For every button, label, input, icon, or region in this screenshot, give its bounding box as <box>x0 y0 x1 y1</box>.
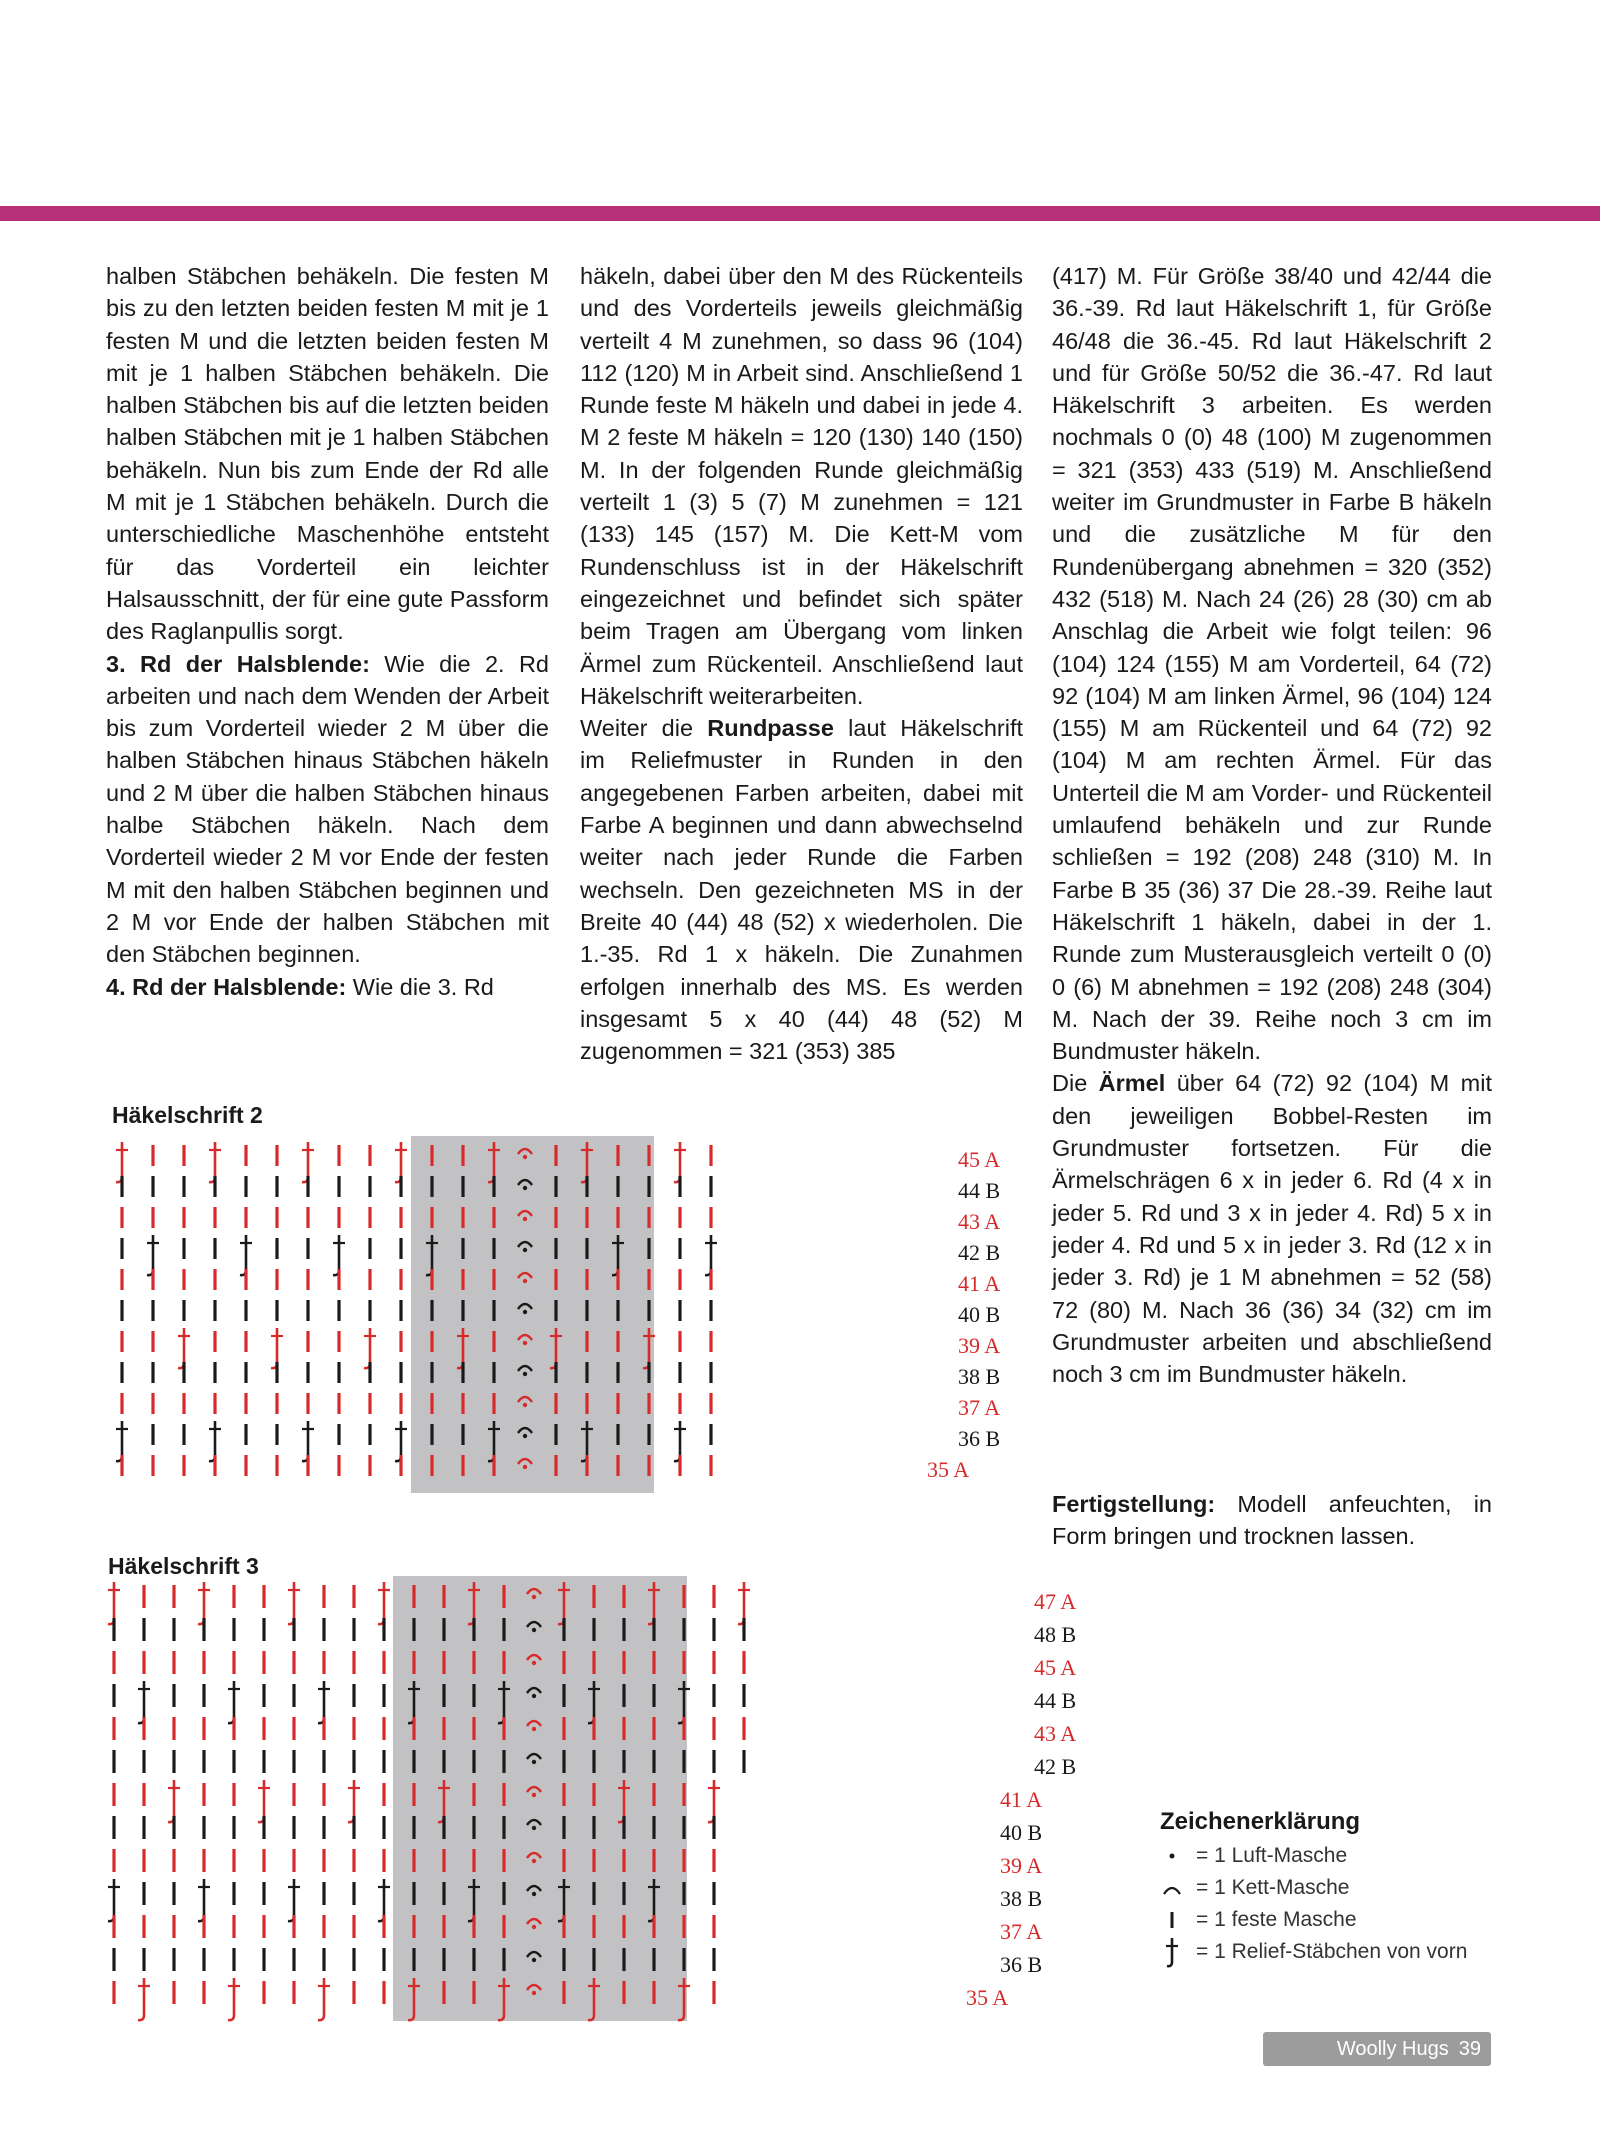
relief-stitch-symbol <box>168 1780 174 1822</box>
relief-stitch-symbol <box>378 1879 384 1921</box>
relief-stitch-symbol <box>228 1681 234 1723</box>
relief-stitch-symbol <box>348 1780 354 1822</box>
chain-symbol <box>532 1859 536 1863</box>
row-label: 35 A <box>927 1457 970 1482</box>
chain-symbol <box>523 1279 527 1283</box>
heading-inline: Fertigstellung: <box>1052 1491 1216 1517</box>
chain-symbol <box>523 1248 527 1252</box>
paragraph: halben Stäbchen behäkeln. Die festen M bis zu den letzten beiden festen M mit je 1 festen M und die letzten beiden festen M mit je 1 halben Stäbchen behäkeln. Die halben Stäbchen bis auf die letzten beiden halben Stäbchen mit je 1 halben Stäbchen behäkeln. Nun bis zum Ende der Rd alle M mit je 1 Stäbchen behäkeln. Durch die unterschiedliche Maschenhöhe entsteht für das Vorderteil ein leichter Halsausschnitt, der für eine gute Passform des Raglanpullis sorgt. <box>106 263 549 645</box>
row-label: 45 A <box>958 1147 1001 1172</box>
row-label: 39 A <box>958 1333 1001 1358</box>
row-label: 37 A <box>958 1395 1001 1420</box>
chain-symbol <box>532 1925 536 1929</box>
relief-stitch-symbol <box>738 1582 744 1624</box>
relief-stitch-symbol <box>708 1780 714 1822</box>
paragraph-text: Wie die 2. Rd arbeiten und nach dem Wenden der Arbeit bis zum Vorderteil wieder 2 M über die halben Stäbchen hinaus Stäbchen häkeln und 2 M über die halben Stäbchen hinaus halbe Stäbchen häkeln. Nach dem Vorderteil wieder 2 M vor Ende der festen M mit den halben Stäbchen beginnen und 2 M vor Ende der halben Stäbchen mit den Stäbchen beginnen. <box>106 650 549 968</box>
chain-symbol <box>532 1892 536 1896</box>
chain-symbol <box>523 1434 527 1438</box>
paragraph-text: Modell anfeuchten, in Form bringen und trocknen lassen. <box>1052 1491 1492 1549</box>
relief-stitch-symbol <box>138 1681 144 1723</box>
legend-item-sc <box>1160 1904 1467 1936</box>
row-label: 48 B <box>1034 1622 1077 1647</box>
relief-stitch-symbol <box>318 1681 324 1723</box>
chain-symbol <box>532 1991 536 1995</box>
chain-symbol <box>532 1628 536 1632</box>
chain-symbol <box>532 1595 536 1599</box>
row-label: 44 B <box>1034 1688 1077 1713</box>
row-label: 40 B <box>958 1302 1001 1327</box>
page-number: 39 <box>1458 2038 1481 2060</box>
row-label: 37 A <box>1000 1919 1043 1944</box>
chain-symbol <box>523 1403 527 1407</box>
bar-icon <box>1160 1904 1188 1936</box>
legend-item-relief <box>1160 1936 1467 1968</box>
relief-stitch-symbol <box>258 1780 264 1822</box>
row-label: 40 B <box>1000 1820 1043 1845</box>
heading-inline: 4. Rd der Halsblende: <box>106 973 347 1000</box>
paragraph-text: laut Häkelschrift im Reliefmuster in Runden in den angegebenen Farben arbeiten, dabei mit Farbe A beginnen und dann abwechselnd weiter nach jeder Runde die Farben wechseln. Den gezeichneten MS in der Breite 40 (44) 48 (52) x wiederholen. Die 1.-35. Rd 1 x häkeln. Die Zunahmen erfolgen innerhalb des MS. Es werden insgesamt 5 x 40 (44) 48 (52) M zugenommen = 321 (353) 385 <box>580 715 1024 1065</box>
legend-item-slip <box>1160 1872 1467 1904</box>
chain-symbol <box>523 1372 527 1376</box>
page-footer <box>1263 2032 1491 2066</box>
chain-symbol <box>523 1155 527 1159</box>
legend-label: = 1 Relief-Stäbchen von vorn <box>1196 1940 1468 1963</box>
chain-symbol <box>532 1727 536 1731</box>
legend-title: Zeichenerklärung <box>1160 1808 1361 1835</box>
row-label: 44 B <box>958 1178 1001 1203</box>
brand-label: Woolly Hugs <box>1336 2038 1449 2060</box>
chain-symbol <box>523 1465 527 1469</box>
row-label: 45 A <box>1034 1655 1077 1680</box>
row-label: 36 B <box>1000 1952 1043 1977</box>
relief-stitch-symbol <box>318 1978 324 2020</box>
chain-symbol <box>532 1793 536 1797</box>
row-label: 38 B <box>1000 1886 1043 1911</box>
chain-symbol <box>523 1186 527 1190</box>
chain-symbol <box>532 1826 536 1830</box>
row-label: 43 A <box>958 1209 1001 1234</box>
arc-icon <box>1160 1872 1188 1904</box>
paragraph: (417) M. Für Größe 38/40 und 42/44 die 36.-39. Rd laut Häkelschrift 1, für Größe 46/48 die 36.-45. Rd laut Häkelschrift 2 und für Größe 50/52 die 36.-47. Rd laut Häkelschrift 3 arbeiten. Es werden nochmals 0 (0) 48 (100) M zugenommen = 321 (353) 433 (519) M. Anschließend weiter im Grundmuster in Farbe B häkeln und die zusätzliche M für den Rundenübergang abnehmen = 320 (352) 432 (518) M. Nach 24 (26) 28 (30) cm ab Anschlag die Arbeit wie folgt teilen: 96 (104) 124 (155) M am Vorderteil, 64 (72) 92 (104) M am linken Ärmel, 96 (104) 124 (155) M am Rückenteil und 64 (72) 92 (104) M am rechten Ärmel. Für das Unterteil die M am Vorder- und Rückenteil umlaufend behäkeln und zur Runde schließen = 192 (208) 248 (310) M. In Farbe B 35 (36) 37 Die 28.-39. Reihe laut Häkelschrift 1 häkeln, dabei in der 1. Runde zum Musterausgleich verteilt 0 (0) 0 (6) M abnehmen = 192 (208) 248 (304) M. Nach der 39. Reihe noch 3 cm im Bundmuster häkeln. <box>1052 263 1492 1065</box>
row-label: 41 A <box>958 1271 1001 1296</box>
paragraph-text: Weiter die <box>580 715 708 742</box>
relief-stitch-symbol <box>108 1582 114 1624</box>
relief-stitch-symbol <box>288 1582 294 1624</box>
chart-3-title: Häkelschrift 3 <box>108 1553 259 1579</box>
paragraph-text: über 64 (72) 92 (104) M mit den jeweiligen Bobbel-Resten im Grundmuster fortsetzen. Für die Ärmelschrägen 6 x in jeder 6. Rd (4 x in jeder 5. Rd und 3 x in jeder 4. Rd) 5 x in jeder 4. Rd und 5 x in jeder 3. Rd (12 x in jeder 3. Rd) je 1 M abnehmen = 52 (58) 72 (80) M. Nach 36 (36) 34 (32) cm im Grundmuster arbeiten und abschließend noch 3 cm im Bundmuster häkeln. <box>1052 1070 1492 1388</box>
chain-symbol <box>532 1760 536 1764</box>
chain-symbol <box>532 1661 536 1665</box>
heading-inline: Ärmel <box>1098 1070 1166 1097</box>
row-label: 38 B <box>958 1364 1001 1389</box>
dot-icon <box>1160 1840 1188 1872</box>
heading-inline: Rundpasse <box>707 715 834 742</box>
relief-stitch-symbol <box>378 1582 384 1624</box>
relief-stitch-symbol <box>198 1879 204 1921</box>
paragraph: häkeln, dabei über den M des Rückenteils und des Vorderteils jeweils gleichmäßig verteilt 4 M zunehmen, so dass 96 (104) 112 (120) M in Arbeit sind. Anschließend 1 Runde feste M häkeln und dabei in jede 4. M 2 feste M häkeln = 120 (130) 140 (150) M. In der folgenden Runde gleichmäßig verteilt 1 (3) 5 (7) M zunehmen = 121 (133) 145 (157) M. Die Kett-M vom Rundenschluss ist in der Häkelschrift eingezeichnet und befindet sich später beim Tragen am Übergang vom linken Ärmel zum Rückenteil. Anschließend laut Häkelschrift weiterarbeiten. <box>580 263 1023 709</box>
relief-stitch-symbol <box>108 1879 114 1921</box>
paragraph-text: Die <box>1052 1070 1099 1097</box>
row-label: 43 A <box>1034 1721 1077 1746</box>
relief-stitch-symbol <box>138 1978 144 2020</box>
legend <box>1160 1808 1467 1968</box>
relief-stitch-symbol <box>198 1582 204 1624</box>
relief-stitch-icon <box>1160 1936 1188 1968</box>
row-label: 41 A <box>1000 1787 1043 1812</box>
row-label: 42 B <box>958 1240 1001 1265</box>
heading-inline: 3. Rd der Halsblende: <box>106 650 370 677</box>
paragraph-text: Wie die 3. Rd <box>346 973 494 1000</box>
row-label: 47 A <box>1034 1589 1077 1614</box>
legend-label: = 1 Kett-Masche <box>1196 1876 1350 1899</box>
chain-symbol <box>532 1694 536 1698</box>
row-label: 39 A <box>1000 1853 1043 1878</box>
row-label: 35 A <box>966 1985 1009 2010</box>
chain-symbol <box>532 1958 536 1962</box>
legend-label: = 1 feste Masche <box>1196 1908 1357 1931</box>
chain-symbol <box>523 1341 527 1345</box>
row-label: 42 B <box>1034 1754 1077 1779</box>
row-label: 36 B <box>958 1426 1001 1451</box>
relief-stitch-symbol <box>288 1879 294 1921</box>
chain-symbol <box>523 1310 527 1314</box>
legend-label: = 1 Luft-Masche <box>1196 1844 1348 1867</box>
chart-2-title: Häkelschrift 2 <box>112 1102 263 1128</box>
chain-symbol <box>523 1217 527 1221</box>
relief-stitch-symbol <box>228 1978 234 2020</box>
legend-item-chain <box>1160 1840 1467 1872</box>
